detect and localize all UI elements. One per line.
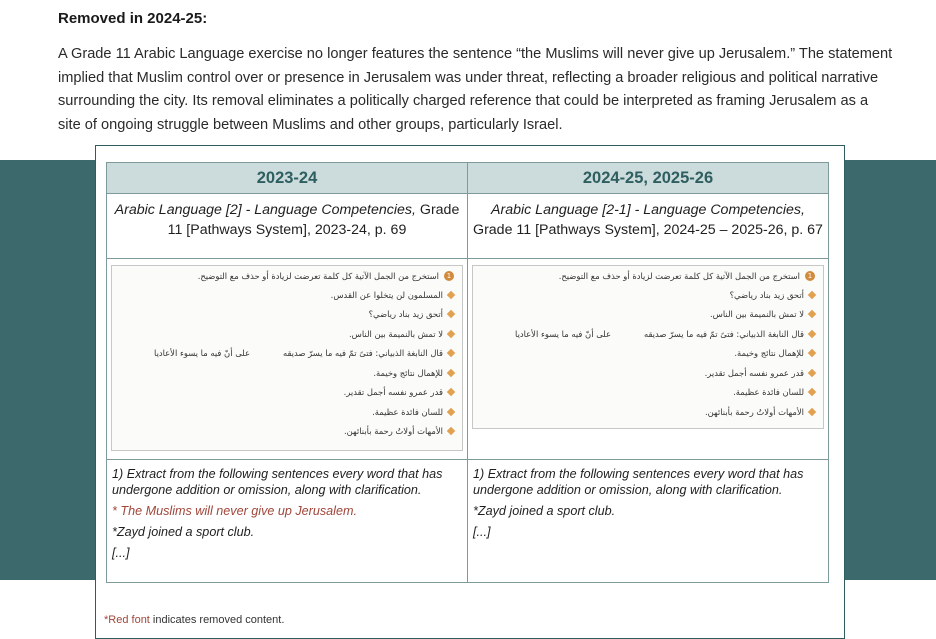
intro-paragraph: A Grade 11 Arabic Language exercise no longer features the sentence “the Muslims will never give up Jerusalem.” The statement implied that Muslim control over or presence in Jerusalem was under threat, reflecting a broader religious and political narrative surrounding the city. Its removal eliminates a politically charged reference that could be interpreted as framing Jerusalem as a site of ongoing struggle between Muslims and other groups, particularly Israel. [58,46,893,133]
scan-instruction: استخرج من الجمل الآتية كل كلمة تعرضت لزيادة أو حذف مع التوضيح. [197,271,439,281]
footnote-text: indicates removed content. [149,614,285,626]
scan-line: للسان فائدة عظيمة. [733,387,804,398]
scan-line: قال النابغة الذبياني: فتىً تمّ فيه ما يسرّ صديقه [282,348,443,359]
source-left: Arabic Language [2] - Language Competencies, Grade 11 [Pathways System], 2023-24, p. 69 [107,194,468,259]
intro-section [58,10,894,137]
diamond-bullet-icon [808,349,816,357]
diamond-bullet-icon [447,427,455,435]
diamond-bullet-icon [808,310,816,318]
scan-line: للسان فائدة عظيمة. [372,406,443,417]
scan-line: أتحق زيد بناد رياضي؟ [729,289,804,300]
scan-line: لا تمش بالنميمة بين الناس. [348,328,443,339]
question-number-icon: 1 [805,271,815,281]
diamond-bullet-icon [808,330,816,338]
section-heading: Removed in 2024-25: [58,10,208,27]
diamond-bullet-icon [447,408,455,416]
textbook-scan-left [111,265,463,451]
removed-sentence: * The Muslims will never give up Jerusalem. [112,504,357,518]
scan-line: للإهمال نتائج وخيمة. [373,367,443,378]
comparison-table [106,162,829,583]
diamond-bullet-icon [808,408,816,416]
task-right [468,460,829,583]
task-left [107,460,468,583]
task-prompt: 1) Extract from the following sentences every word that has undergone addition or omission, along with clarification. [473,467,804,497]
scan-line: الأمهات أولاتُ رحمة بأبنائهن. [344,426,443,437]
task-item: *Zayd joined a sport club. [112,525,255,539]
diamond-bullet-icon [447,369,455,377]
footnote [104,614,284,626]
scan-line: للإهمال نتائج وخيمة. [734,348,804,359]
header-2024-26: 2024-25, 2025-26 [468,163,829,194]
scan-line: قال النابغة الذبياني: فتىً تمّ فيه ما يسرّ صديقه [643,328,804,339]
diamond-bullet-icon [447,330,455,338]
footnote-marker: *Red font [104,614,150,626]
scan-line: قدر عمرو نفسه أجمل تقدير. [343,387,443,398]
diamond-bullet-icon [808,291,816,299]
scan-cell-right [468,259,829,460]
scan-instruction: استخرج من الجمل الآتية كل كلمة تعرضت لزيادة أو حذف مع التوضيح. [558,271,800,281]
diamond-bullet-icon [808,388,816,396]
scan-cell-left [107,259,468,460]
header-2023-24: 2023-24 [107,163,468,194]
scan-line: لا تمش بالنميمة بين الناس. [709,309,804,320]
task-item: *Zayd joined a sport club. [473,504,616,518]
scan-line: الأمهات أولاتُ رحمة بأبنائهن. [705,406,804,417]
scan-line-verse: على أنّ فيه ما يسوء الأعاديا [515,328,611,339]
scan-line: المسلمون لن يتخلوا عن القدس. [330,289,443,300]
task-ellipsis: [...] [112,546,130,560]
comparison-card [95,145,845,639]
diamond-bullet-icon [808,369,816,377]
diamond-bullet-icon [447,388,455,396]
scan-line: أتحق زيد بناد رياضي؟ [368,309,443,320]
diamond-bullet-icon [447,310,455,318]
source-right: Arabic Language [2-1] - Language Competencies, Grade 11 [Pathways System], 2024-25 – 2025-26, p. 67 [468,194,829,259]
scan-line-verse: على أنّ فيه ما يسوء الأعاديا [154,348,250,359]
scan-line: قدر عمرو نفسه أجمل تقدير. [704,367,804,378]
task-ellipsis: [...] [473,525,491,539]
task-prompt: 1) Extract from the following sentences every word that has undergone addition or omission, along with clarification. [112,467,443,497]
diamond-bullet-icon [447,291,455,299]
diamond-bullet-icon [447,349,455,357]
question-number-icon: 1 [444,271,454,281]
textbook-scan-right [472,265,824,429]
